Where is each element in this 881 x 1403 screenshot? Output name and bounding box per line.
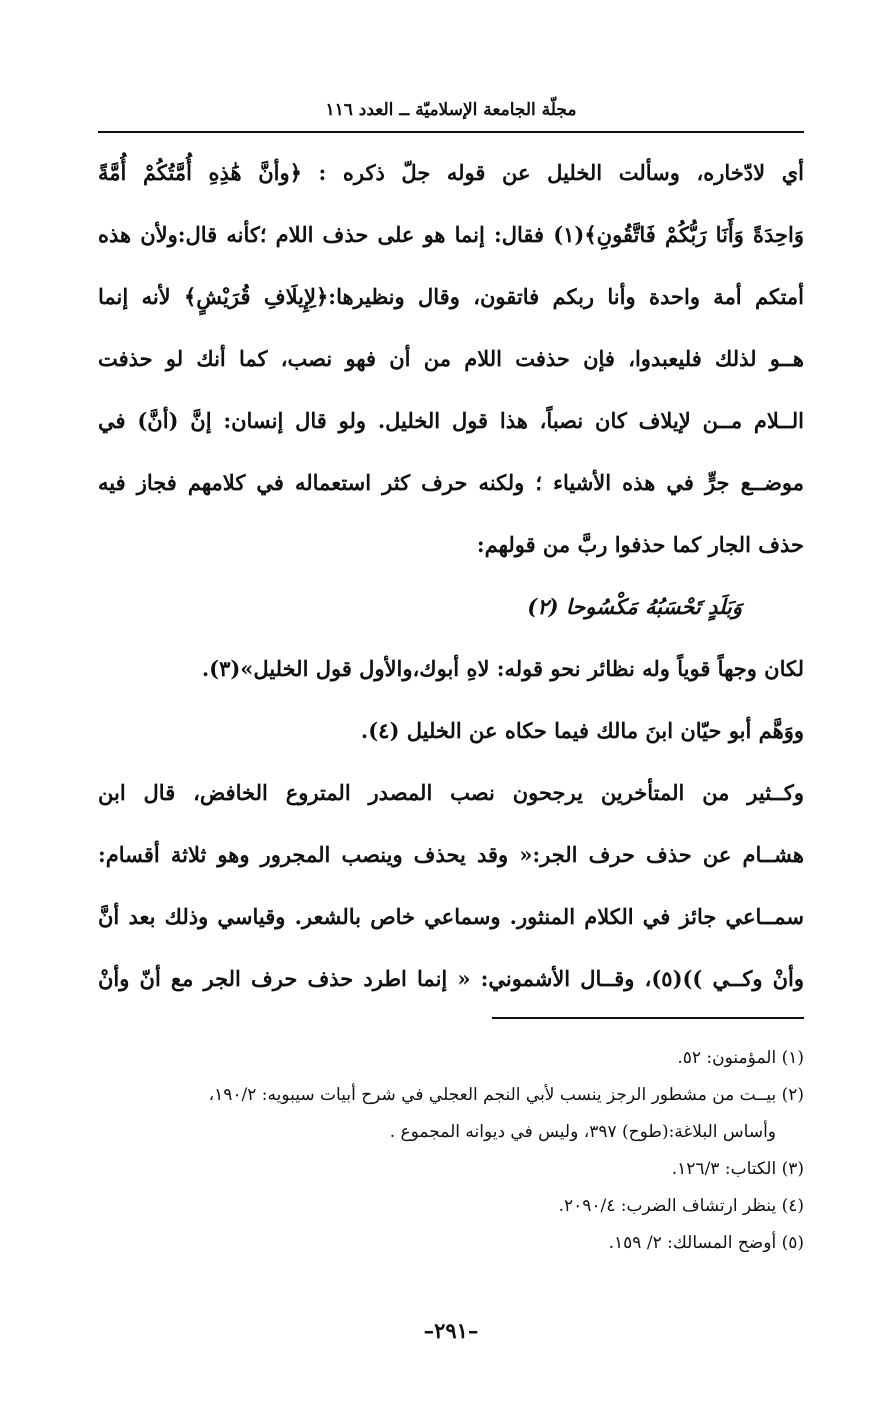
body-line: ووَهَّم أبو حيّان ابنَ مالك فيما حكاه عن الخليل (٤). [360, 718, 804, 743]
body-line: هشــام عن حذف حرف الجر:« وقد يحذف وينصب المجرور وهو ثلاثة أقسام: [98, 842, 804, 867]
body-line: وكــثير من المتأخرين يرجحون نصب المصدر المتروع الخافض، قال ابن [98, 780, 804, 805]
page-number: –٢٩١– [423, 1318, 479, 1343]
verse-line: وَبَلَدٍ تَحْسَبُهُ مَكْسُوحا (٢) [527, 594, 742, 619]
body-line: هــو لذلك فليعبدوا، فإن حذفت اللام من أن فهو نصب، كما أنك لو حذفت [98, 346, 804, 371]
footnote: (٢) بيــت من مشطور الرجز ينسب لأبي النجم العجلي في شرح أبيات سيبويه: ١٩٠/٢، [208, 1085, 804, 1105]
body-line: موضــع جرٍّ في هذه الأشياء ؛ ولكنه حرف كثر استعماله في كلامهم فجاز فيه [98, 470, 804, 495]
footnote: (٤) ينظر ارتشاف الضرب: ٢٠٩٠/٤. [558, 1196, 804, 1216]
body-line: أي لادّخاره، وسألت الخليل عن قوله جلّ ذكره : ﴿وأنَّ هَٰذِهِ أُمَّتُكُمْ أُمَّةً [98, 160, 804, 185]
footnote: (١) المؤمنون: ٥٢. [677, 1048, 804, 1068]
body-line: وأنْ وكــي ))(٥)، وقــال الأشموني: « إنما اطرد حذف حرف الجر مع أنّ وأنْ [98, 966, 804, 991]
body-line: حذف الجار كما حذفوا ربَّ من قولهم: [476, 532, 804, 557]
body-text [98, 142, 804, 1010]
header-rule [98, 131, 804, 133]
footnote-rule [492, 1017, 804, 1019]
running-header: مجلّة الجامعة الإسلاميّة ــ العدد ١١٦ [325, 100, 577, 120]
body-line: أمتكم أمة واحدة وأنا ربكم فاتقون، وقال ونظيرها:﴿لِإِيلَافِ قُرَيْشٍ﴾ لأنه إنما [98, 284, 804, 309]
footnote-continuation: وأساس البلاغة:(طوح) ٣٩٧، وليس في ديوانه المجموع . [389, 1122, 776, 1142]
footnote: (٥) أوضح المسالك: ٢/ ١٥٩. [608, 1233, 804, 1253]
body-line: الــلام مــن لإيلاف كان نصباً، هذا قول الخليل. ولو قال إنسان: إنَّ (أنَّ) في [98, 408, 804, 433]
footnotes [98, 1040, 804, 1262]
footnote: (٣) الكتاب: ١٢٦/٣. [671, 1159, 804, 1179]
body-line: لكان وجهاً قوياً وله نظائر نحو قوله: لاهِ أبوك،والأول قول الخليل»(٣). [201, 656, 804, 681]
body-line: سمــاعي جائز في الكلام المنثور. وسماعي خاص بالشعر. وقياسي وذلك بعد أنَّ [98, 904, 804, 929]
body-line: وَاحِدَةً وَأَنَا رَبُّكُمْ فَاتَّقُونِ﴾(١) فقال: إنما هو على حذف اللام ؛كأنه قال:ولأن هذه [98, 222, 804, 247]
